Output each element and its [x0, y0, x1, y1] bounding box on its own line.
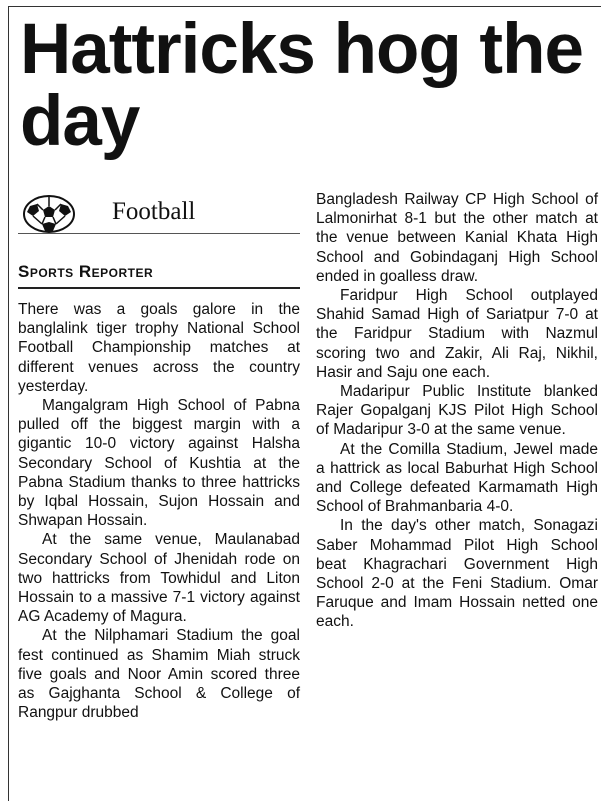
paragraph: In the day's other match, Sonagazi Saber Mohammad Pilot High School beat Khagrachari Government High School 2-0 at the Feni Stadium. Omar Faruque and Imam Hossain netted one each.: [316, 517, 598, 631]
headline: Hattricks hog the day: [20, 10, 583, 161]
kicker-divider: [18, 233, 300, 234]
football-icon: [22, 194, 76, 234]
byline-text: Sports Reporter: [18, 262, 154, 281]
paragraph: At the Nilphamari Stadium the goal fest continued as Shamim Miah struck five goals and Noor Amin scored three as Gajghanta School & College of Rangpur drubbed: [18, 627, 300, 722]
byline: [18, 262, 300, 282]
section-label: Football: [112, 198, 196, 225]
paragraph: At the Comilla Stadium, Jewel made a hattrick as local Baburhat High School and College defeated Karmamath High School of Brahmanbaria 4-0.: [316, 440, 598, 516]
paragraph: Mangalgram High School of Pabna pulled off the biggest margin with a gigantic 10-0 victory against Halsha Secondary School of Kushtia at the Pabna Stadium thanks to three hattricks by Iqbal Hossain, Sujon Hossain and Shwapan Hossain.: [18, 397, 300, 530]
section-kicker: [18, 192, 300, 236]
article-column-left: [18, 300, 300, 722]
paragraph: Bangladesh Railway CP High School of Lalmonirhat 8-1 but the other match at the venue between Kanial Khata High School and Gobindaganj High School ended in goalless draw.: [316, 191, 598, 285]
paragraph: There was a goals galore in the banglalink tiger trophy National School Football Championship matches at different venues across the country yesterday.: [18, 301, 300, 395]
paragraph: Madaripur Public Institute blanked Rajer Gopalganj KJS Pilot High School of Madaripur 3-0 at the same venue.: [316, 383, 598, 439]
article-column-right: [316, 190, 598, 632]
paragraph: Faridpur High School outplayed Shahid Samad High of Sariatpur 7-0 at the Faridpur Stadium with Nazmul scoring two and Zakir, Ali Raj, Nikhil, Hasir and Saju one each.: [316, 287, 598, 381]
paragraph: At the same venue, Maulanabad Secondary School of Jhenidah rode on two hattricks from Towhidul and Liton Hossain to a massive 7-1 victory against AG Academy of Magura.: [18, 531, 300, 626]
byline-divider: [18, 287, 300, 289]
